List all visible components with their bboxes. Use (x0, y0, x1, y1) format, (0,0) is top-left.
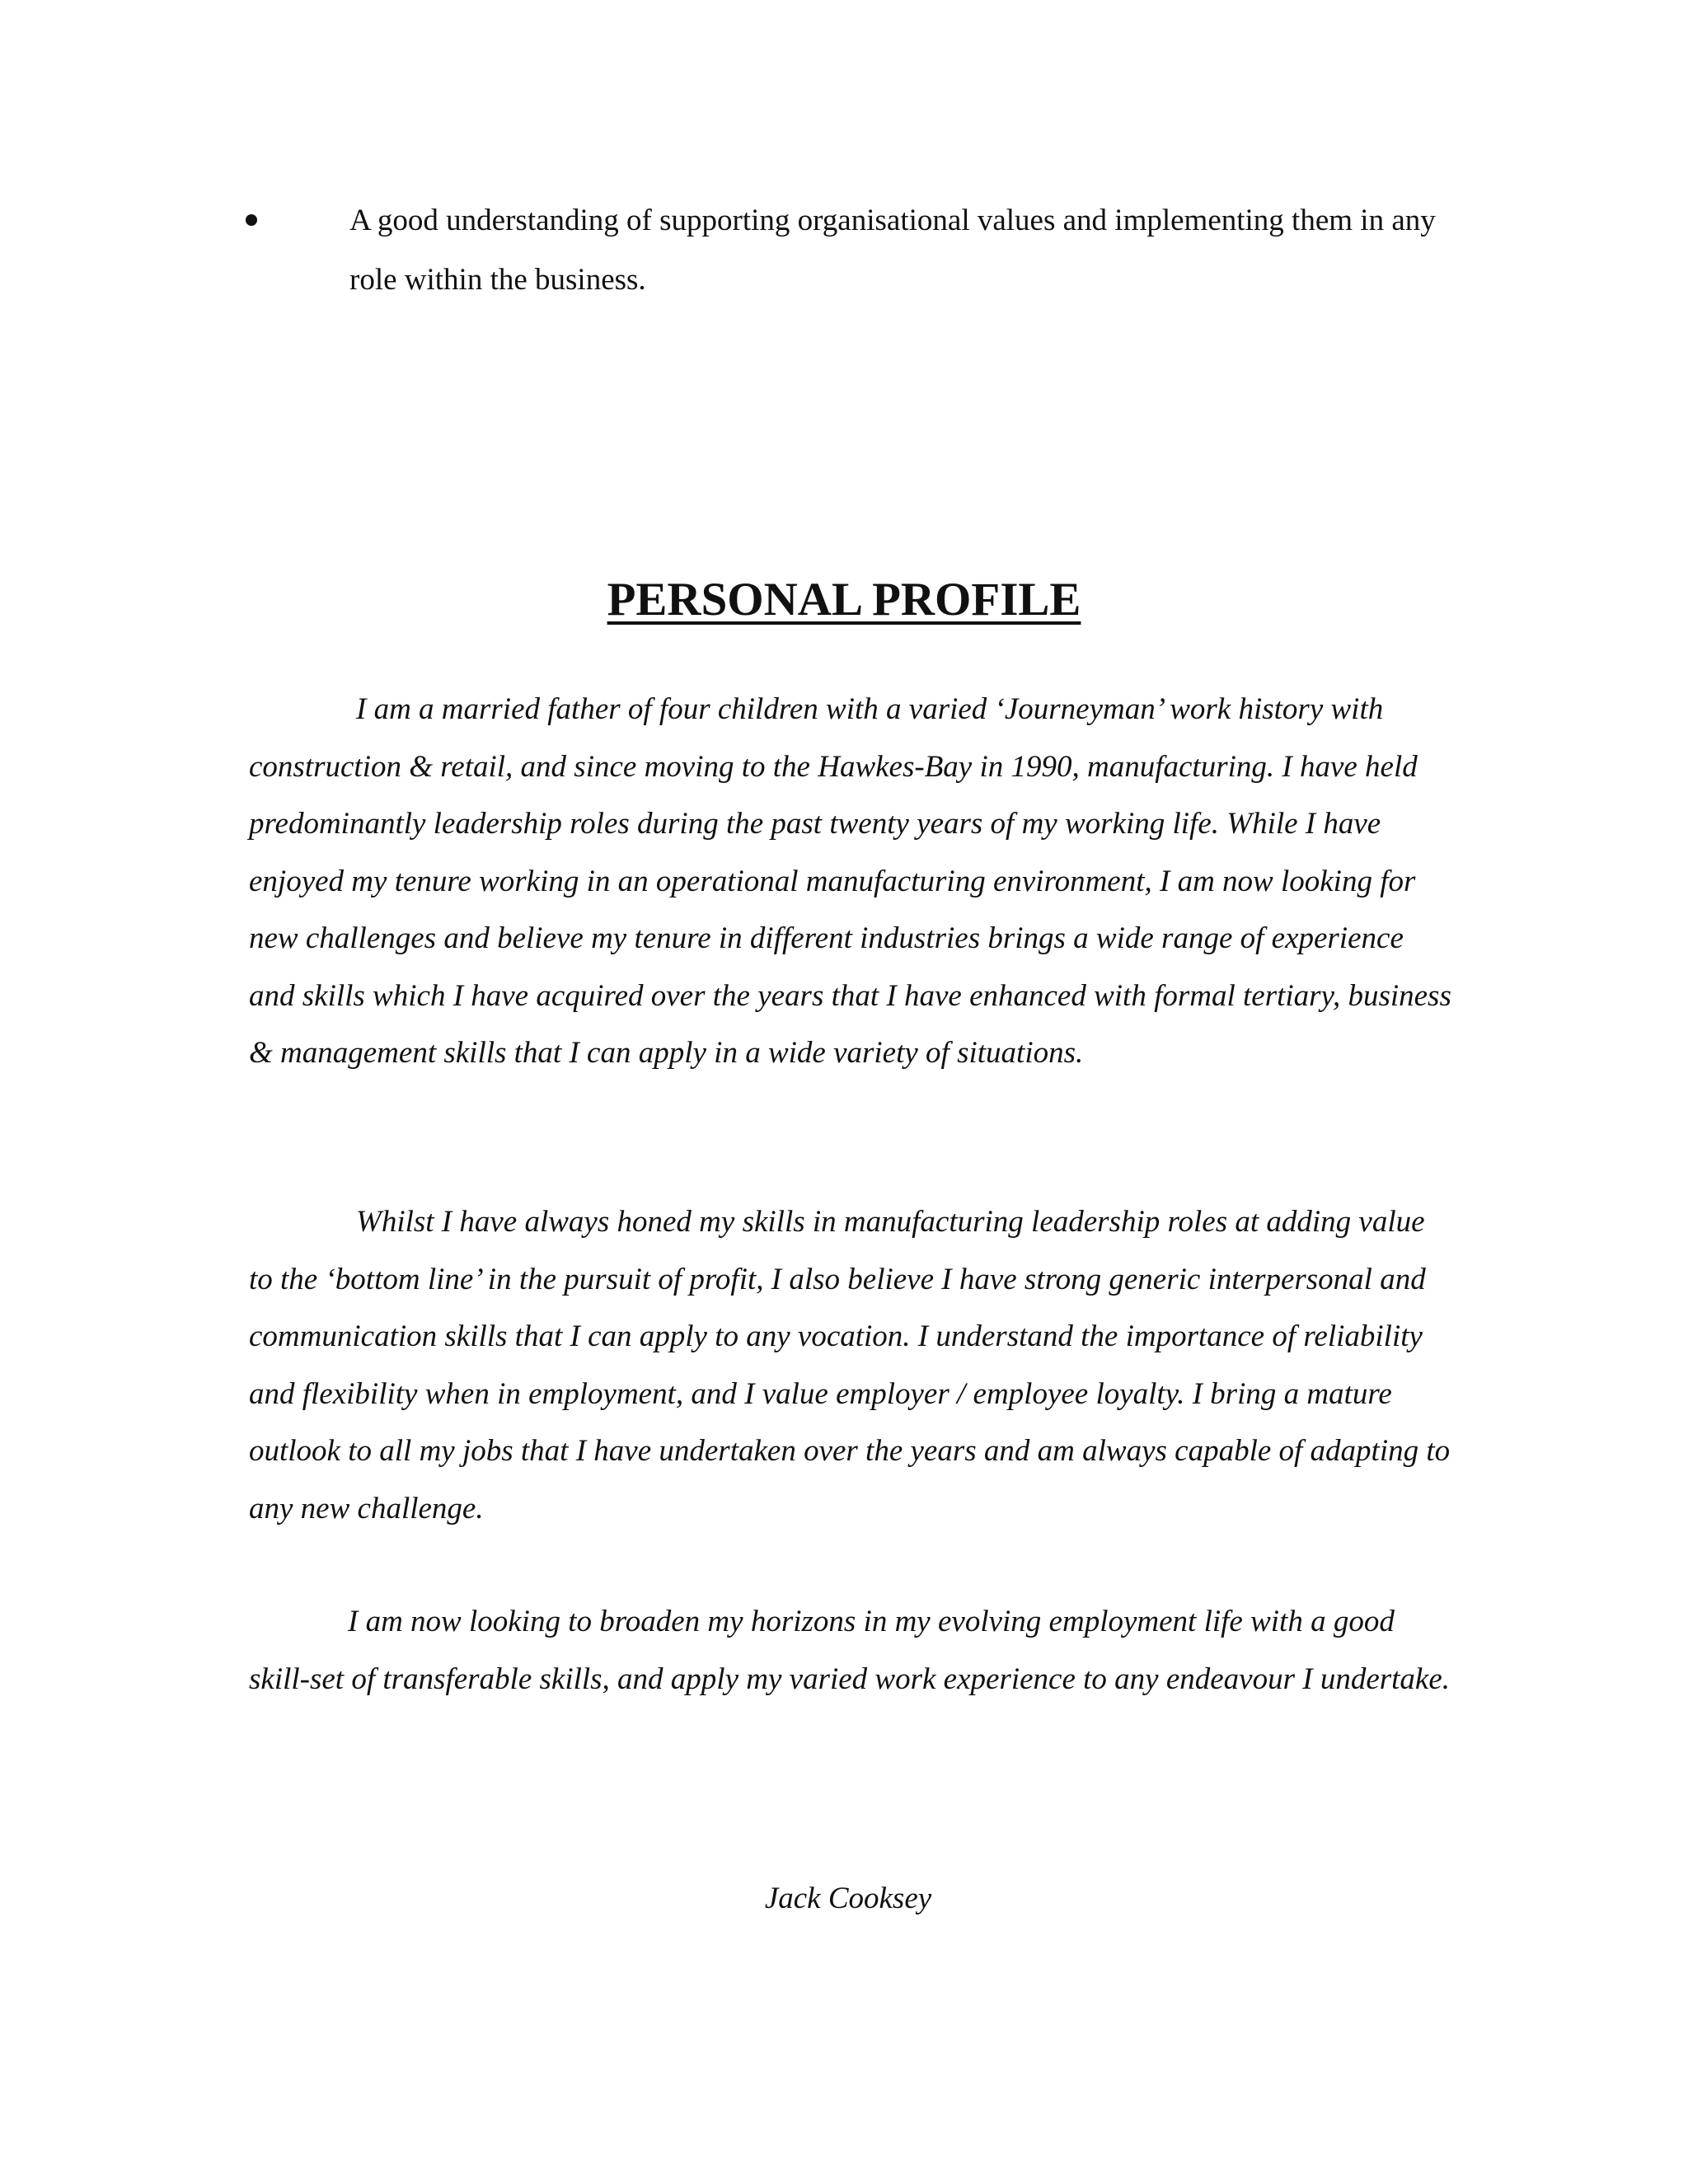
bullet-icon (246, 214, 257, 226)
bullet-item-text: A good understanding of supporting organisational values and implementing them in any role within the business. (349, 204, 1436, 297)
profile-paragraph-2: Whilst I have always honed my skills in manufacturing leadership roles at adding value to the ‘bottom line’ in the pursuit of profit, I also believe I have strong generic interpersonal and communication skills that I can apply to any vocation. I understand the importance of reliability and flexibility when in employment, and I value employer / employee loyalty. I bring a mature outlook to all my jobs that I have undertaken over the years and am always capable of adapting to any new challenge. (249, 1205, 1451, 1526)
profile-paragraph-1: I am a married father of four children with a varied ‘Journeyman’ work history with construction & retail, and since moving to the Hawkes-Bay in 1990, manufacturing. I have held predominantly leadership roles during the past twenty years of my working life. While I have enjoyed my tenure working in an operational manufacturing environment, I am now looking for new challenges and believe my tenure in different industries brings a wide range of experience and skills which I have acquired over the years that I have enhanced with formal tertiary, business & management skills that I can apply in a wide variety of situations. (249, 692, 1451, 1070)
bullet-list-item (246, 194, 1449, 310)
profile-paragraph-3: I am now looking to broaden my horizons in my evolving employment life with a good skill-set of transferable skills, and apply my varied work experience to any endeavour I undertake. (249, 1605, 1451, 1696)
signature-name: Jack Cooksey (764, 1882, 932, 1915)
section-heading: PERSONAL PROFILE (607, 574, 1081, 626)
